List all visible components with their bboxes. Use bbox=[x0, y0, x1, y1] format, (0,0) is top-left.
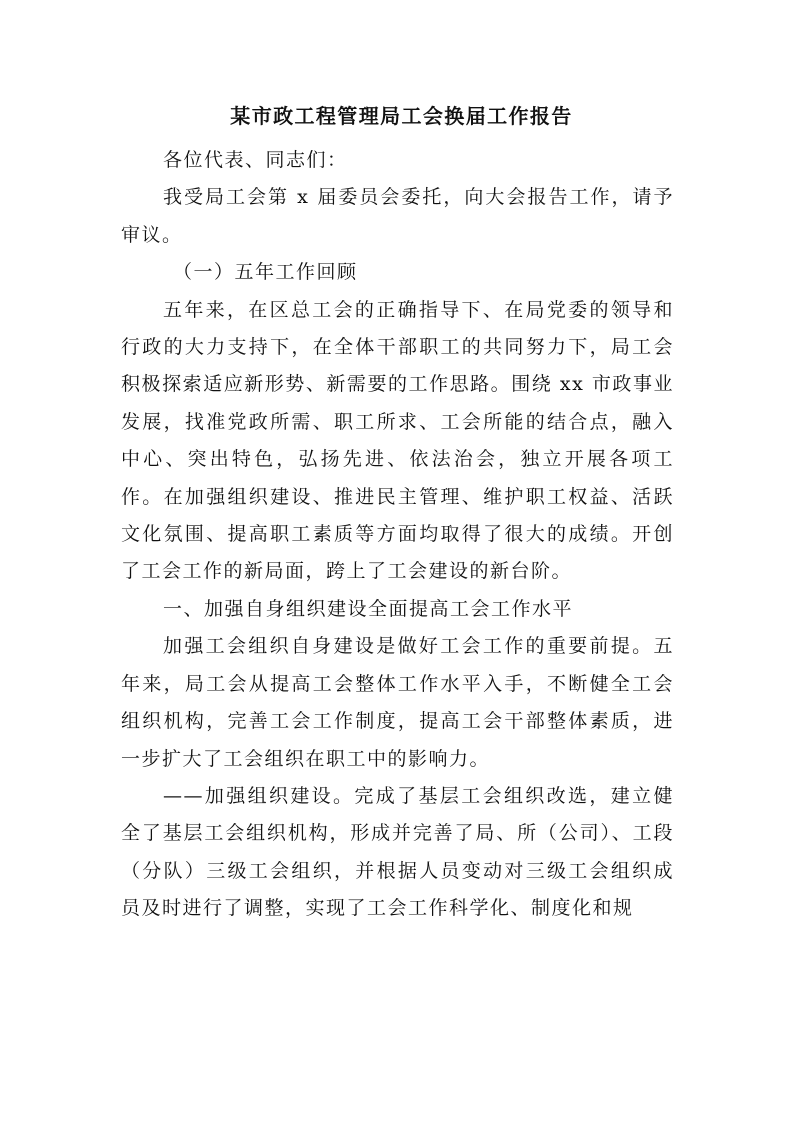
organization-building-paragraph: ——加强组织建设。完成了基层工会组织改选，建立健全了基层工会组织机构，形成并完善了局、所（公司）、工段（分队）三级工会组织，并根据人员变动对三级工会组织成员及时进行了调整，实现了工会工作科学化、制度化和规 bbox=[121, 784, 674, 920]
document-title: 某市政工程管理局工会换届工作报告 bbox=[230, 104, 573, 128]
salutation: 各位代表、同志们： bbox=[163, 149, 348, 171]
document-body bbox=[121, 100, 674, 928]
section-heading-organization: 一、加强自身组织建设全面提高工会工作水平 bbox=[163, 597, 574, 620]
section-heading-review: （一）五年工作回顾 bbox=[173, 261, 358, 284]
review-paragraph: 五年来，在区总工会的正确指导下、在局党委的领导和行政的大力支持下，在全体干部职工的共同努力下，局工会积极探索适应新形势、新需要的工作思路。围绕 xx 市政事业发展，找准党政所需、职工所求、工会所能的结合点，融入中心、突出特色，弘扬先进、依法治会，独立开展各项工作。在加强组织建设、推进民主管理、维护职工权益、活跃文化氛围、提高职工素质等方面均取得了很大的成绩。开创了工会工作的新局面，跨上了工会建设的新台阶。 bbox=[121, 298, 674, 583]
opening-paragraph: 我受局工会第 x 届委员会委托，向大会报告工作，请予审议。 bbox=[121, 186, 674, 246]
organization-paragraph: 加强工会组织自身建设是做好工会工作的重要前提。五年来，局工会从提高工会整体工作水平入手，不断健全工会组织机构，完善工会工作制度，提高工会干部整体素质，进一步扩大了工会组织在职工中的影响力。 bbox=[121, 635, 674, 770]
